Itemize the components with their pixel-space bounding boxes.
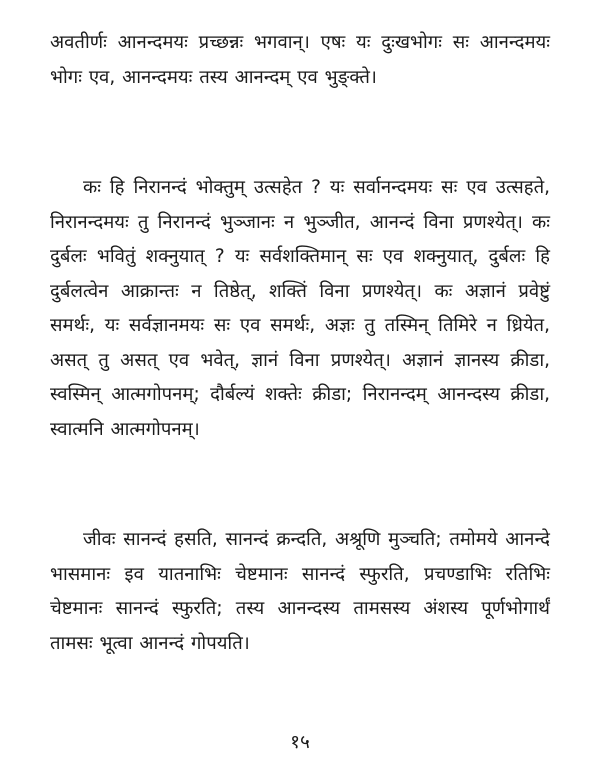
page-number: १५: [290, 731, 310, 753]
paragraph-1: अवतीर्णः आनन्दमयः प्रच्छन्नः भगवान्। एषः यः दुःखभोगः सः आनन्दमयः भोगः एव, आनन्दमयः तस्य आनन्दम् एव भुङ्क्ते।: [50, 32, 550, 88]
paragraph-3: जीवः सानन्दं हसति, सानन्दं क्रन्दति, अश्रूणि मुञ्चति; तमोमये आनन्दे भासमानः इव यातनाभिः चेष्टमानः सानन्दं स्फुरति, प्रचण्डाभिः रतिभिः चेष्टमानः सानन्दं स्फुरति; तस्य आनन्दस्य तामसस्य अंशस्य पूर्णभोगार्थं तामसः भूत्वा आनन्दं गोपयति।: [50, 529, 550, 654]
paragraph-2: कः हि निरानन्दं भोक्तुम् उत्सहेत ? यः सर्वानन्दमयः सः एव उत्सहते, निरानन्दमयः तु निरानन्दं भुञ्जानः न भुञ्जीत, आनन्दं विना प्रणश्येत्। कः दुर्बलः भवितुं शक्नुयात् ? यः सर्वशक्तिमान् सः एव शक्नुयात्, दुर्बलः हि दुर्बलत्वेन आक्रान्तः न तिष्ठेत्, शक्तिं विना प्रणश्येत्। कः अज्ञानं प्रवेष्टुं समर्थः, यः सर्वज्ञानमयः सः एव समर्थः, अज्ञः तु तस्मिन् तिमिरे न ध्रियेत, असत् तु असत् एव भवेत्, ज्ञानं विना प्रणश्येत्। अज्ञानं ज्ञानस्य क्रीडा, स्वस्मिन् आत्मगोपनम्; दौर्बल्यं शक्तेः क्रीडा; निरानन्दम् आनन्दस्य क्रीडा, स्वात्मनि आत्मगोपनम्।: [50, 177, 550, 440]
